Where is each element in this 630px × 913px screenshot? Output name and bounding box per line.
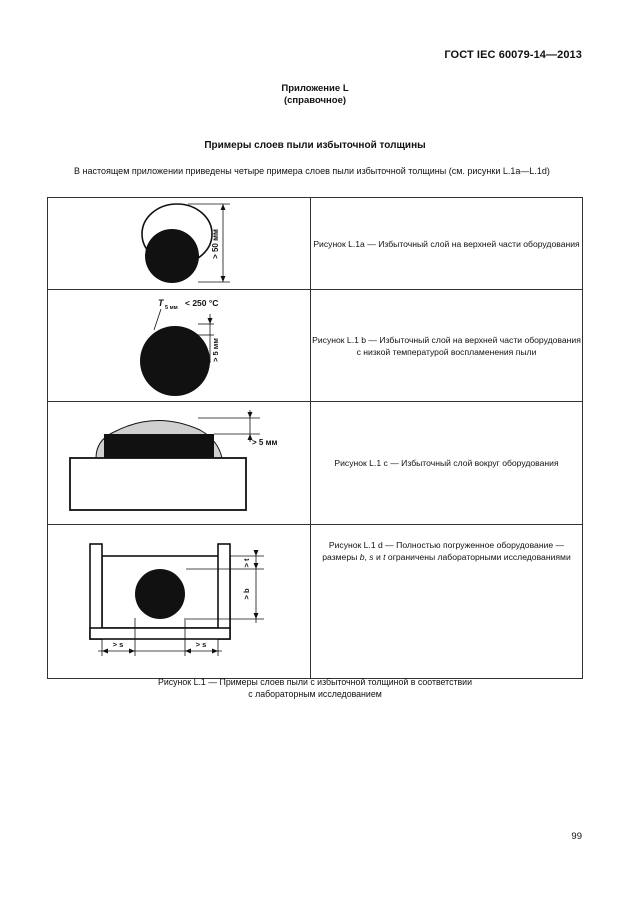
figure-b-drawing bbox=[48, 290, 311, 402]
dim-label-b: > b bbox=[242, 588, 251, 600]
annex-heading bbox=[0, 83, 630, 107]
figure-d-caption-line1: Рисунок L.1 d — Полностью погруженное оборудование — bbox=[328, 540, 565, 550]
base-plate bbox=[70, 458, 246, 510]
figure-row-a bbox=[48, 198, 583, 290]
dim-label-s2: > s bbox=[195, 640, 207, 649]
page-number: 99 bbox=[571, 831, 582, 842]
equipment-block bbox=[104, 434, 214, 459]
base-plate bbox=[90, 628, 230, 639]
figure-a-caption: Рисунок L.1a — Избыточный слой на верхней части оборудования bbox=[311, 198, 583, 290]
figure-b-caption: Рисунок L.1 b — Избыточный слой на верхней части оборудования с низкой температурой воспламенения пыли bbox=[311, 290, 583, 402]
dim-label-s1: > s bbox=[112, 640, 124, 649]
figure-caption-line1: Рисунок L.1 — Примеры слоев пыли с избыточной толщиной в соответствии bbox=[157, 677, 473, 687]
section-heading: Примеры слоев пыли избыточной толщины bbox=[204, 140, 426, 151]
intro-paragraph: В настоящем приложении приведены четыре примера слоев пыли избыточной толщины (см. рисунки L.1a—L.1d) bbox=[74, 166, 550, 176]
figure-row-d bbox=[48, 525, 583, 679]
left-wall bbox=[90, 544, 102, 639]
right-wall bbox=[218, 544, 230, 639]
figure-table bbox=[47, 197, 583, 679]
dim-label-t: > t bbox=[242, 558, 251, 568]
standard-code: ГОСТ IEC 60079-14—2013 bbox=[444, 49, 582, 61]
figure-d-caption-line2: размеры b, s и t ограничены лабораторными исследованиями bbox=[322, 552, 571, 562]
figure-caption-line2: с лабораторным исследованием bbox=[248, 689, 382, 699]
temp-limit: < 250 °C bbox=[185, 298, 219, 308]
figure-c-caption: Рисунок L.1 c — Избыточный слой вокруг оборудования bbox=[311, 402, 583, 525]
figure-d-caption bbox=[311, 525, 583, 679]
figure-row-c bbox=[48, 402, 583, 525]
dim-label-b: > 5 мм bbox=[211, 338, 220, 362]
dim-label-c: > 5 мм bbox=[252, 438, 278, 447]
figure-caption bbox=[0, 676, 630, 700]
dim-label-a: > 50 мм bbox=[211, 229, 220, 259]
equipment-body bbox=[140, 326, 210, 396]
temp-subscript: 5 мм bbox=[165, 305, 178, 311]
figure-row-b bbox=[48, 290, 583, 402]
annex-type: (справочное) bbox=[283, 95, 347, 106]
temp-symbol: T bbox=[158, 298, 164, 308]
figure-a-drawing bbox=[48, 198, 311, 290]
figure-d-drawing bbox=[48, 525, 311, 679]
equipment-body bbox=[145, 229, 199, 283]
figure-c-drawing bbox=[48, 402, 311, 525]
annex-title: Приложение L bbox=[281, 83, 349, 94]
equipment-body bbox=[135, 569, 185, 619]
